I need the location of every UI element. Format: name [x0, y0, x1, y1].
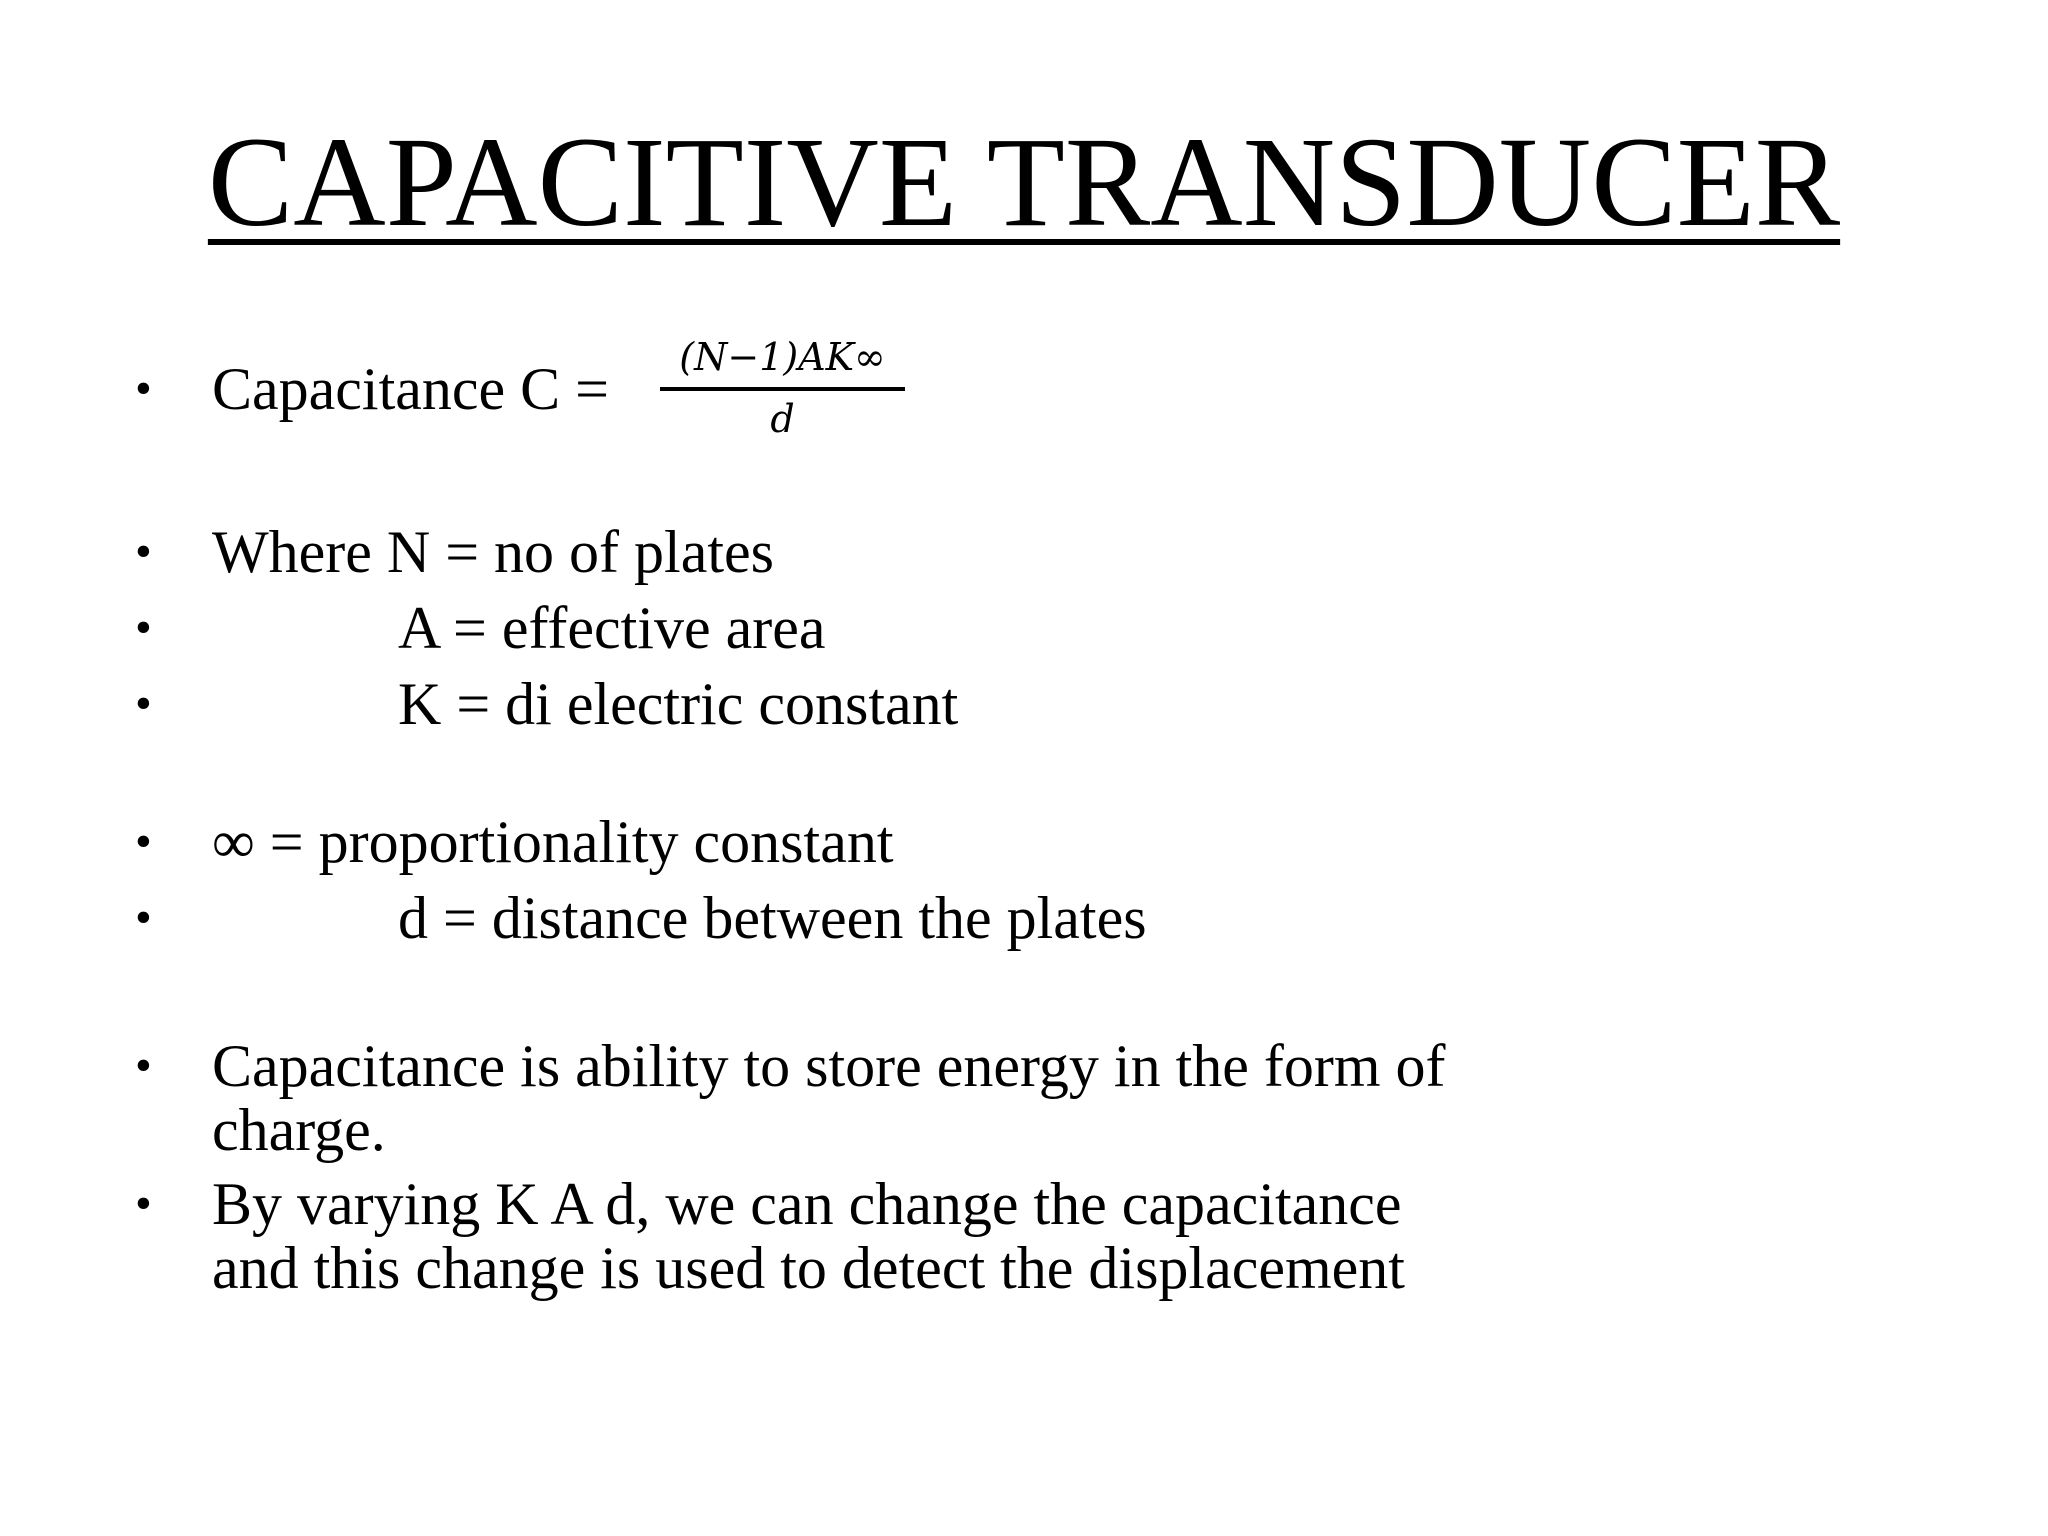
definition-text: Where N = no of plates	[212, 519, 774, 585]
note-text: By varying K A d, we can change the capacitance and this change is used to detect the displacement	[212, 1171, 1405, 1301]
formula-denominator: d	[770, 397, 795, 441]
bullet: •	[135, 601, 152, 654]
formula-lhs: Capacitance C =	[212, 356, 610, 422]
bullet: •	[135, 891, 152, 944]
note-text: Capacitance is ability to store energy in the form of charge.	[212, 1033, 1446, 1163]
fraction-bar	[660, 387, 905, 391]
bullet: •	[135, 1177, 152, 1230]
capacitance-formula-fraction	[660, 335, 905, 441]
formula-numerator: (N−1)AK∞	[679, 335, 886, 379]
definition-text: K = di electric constant	[398, 671, 959, 737]
bullet: •	[135, 677, 152, 730]
slide-title: CAPACITIVE TRANSDUCER	[207, 111, 1841, 253]
bullet: •	[135, 815, 152, 868]
definition-text: ∞ = proportionality constant	[212, 809, 894, 875]
bullet: •	[135, 1039, 152, 1092]
definition-text: d = distance between the plates	[398, 885, 1147, 951]
bullet: •	[135, 525, 152, 578]
definition-text: A = effective area	[398, 595, 826, 661]
bullet: •	[135, 362, 152, 415]
